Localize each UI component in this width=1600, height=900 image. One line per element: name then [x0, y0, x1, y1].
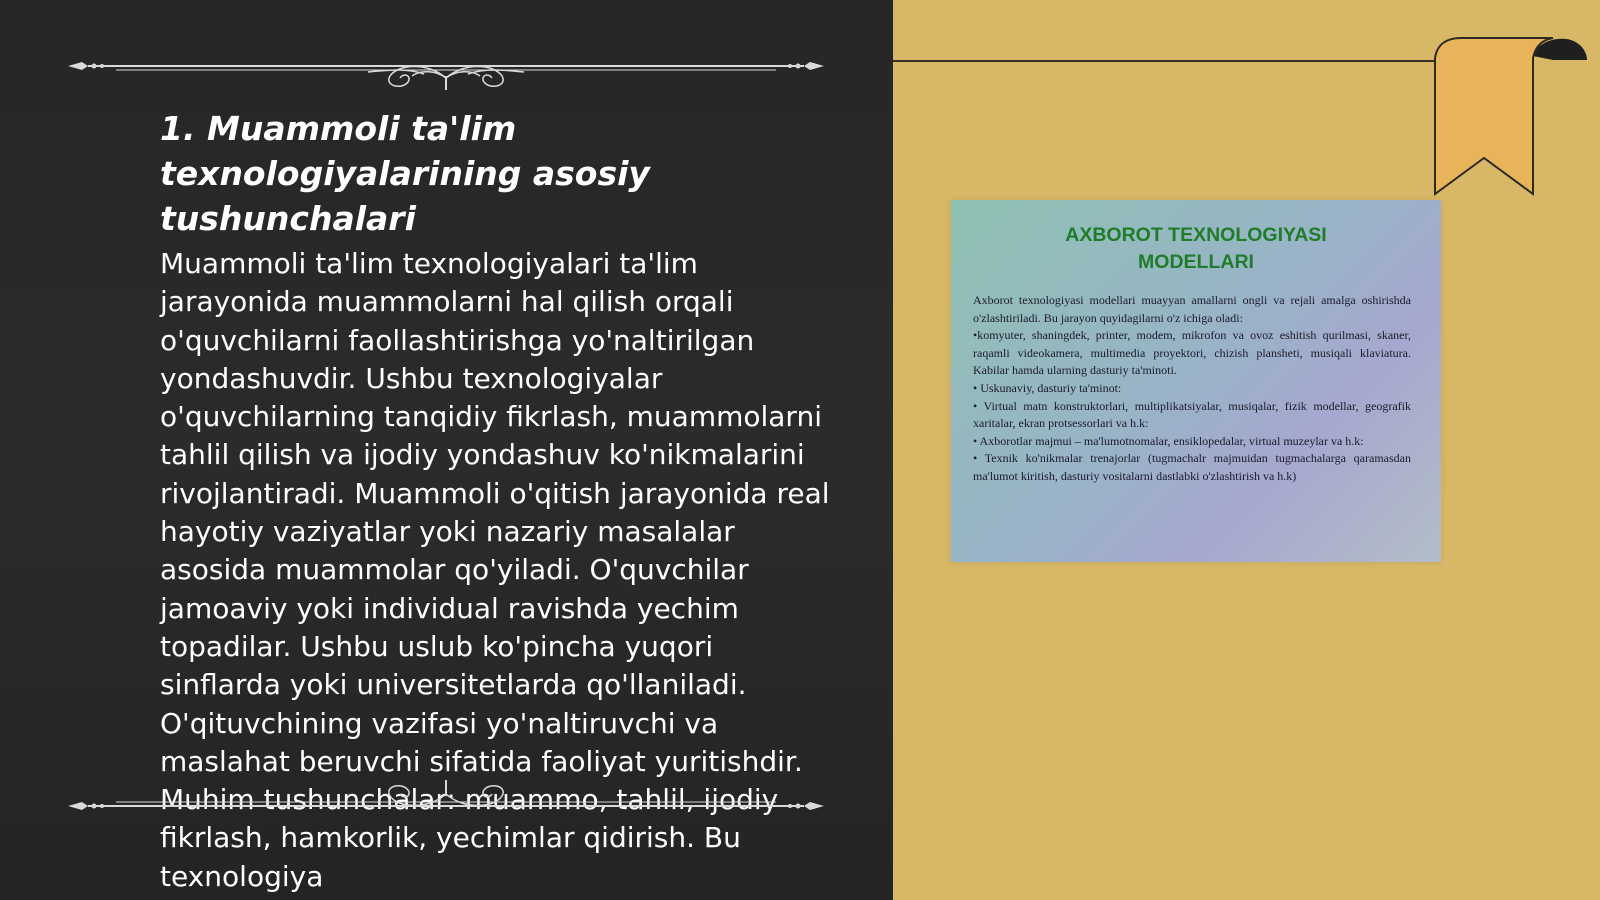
- info-card-image: [951, 200, 1441, 562]
- card-paragraph: • Uskunaviy, dasturiy ta'minot:: [973, 380, 1122, 395]
- right-panel: [893, 0, 1600, 900]
- card-paragraph: Axborot texnologiyasi modellari muayyan amallarni ongli va rejali amalga oshirishda o'zlashtiriladi. Bu jarayon quyidagilarni o'z ichiga oladi:: [973, 293, 1411, 325]
- card-title: [951, 222, 1441, 276]
- slide-title: 1. Muammoli ta'lim texnologiyalarining asosiy tushunchalari: [160, 109, 650, 238]
- card-paragraph: • Axborotlar majmui – ma'lumotnomalar, ensiklopedalar, virtual muzeylar va h.k:: [973, 433, 1364, 448]
- card-body: [973, 292, 1411, 486]
- card-title-line-2: MODELLARI: [1138, 251, 1254, 273]
- card-paragraph: • Virtual matn konstruktorlari, multiplikatsiyalar, musiqalar, fizik modellar, geografik xaritalar, ekran protsessorlari va h.k:: [973, 398, 1411, 431]
- card-paragraph: •komyuter, shaningdek, printer, modem, mikrofon va ovoz eshitish qurilmasi, skaner, raqamli videokamera, multimedia proyektori, chizish planshеti, musiqali klaviatura. Kabilar hamda ularning dasturiy ta'minoti.: [973, 328, 1411, 378]
- slide-body-text: Muammoli ta'lim texnologiyalari ta'lim jarayonida muammolarni hal qilish orqali o'quvchilarni faollashtirishga yo'naltirilgan yondashuvdir. Ushbu texnologiyalar o'quvchilarning tanqidiy fikrlash, muammolarni tahlil qilish va ijodiy yondashuv ko'nikmalarini rivojlantiradi. Muammoli o'qitish jarayonida real hayotiy vaziyatlar yoki nazariy masalalar asosida muammolar qo'yiladi. O'quvchilar jamoaviy yoki individual ravishda yechim topadilar. Ushbu uslub ko'pincha yuqori sinflarda yoki universitetlarda qo'llaniladi. O'qituvchining vazifasi yo'naltiruvchi va maslahat beruvchi sifatida faoliyat yuritishdir. Muhim tushunchalar: muammo, tahlil, ijodiy fikrlash, hamkorlik, yechimlar qidirish. Bu texnologiya: [160, 247, 830, 893]
- ornament-divider-top: [68, 40, 824, 90]
- bookmark-ribbon-icon: [1433, 34, 1588, 199]
- top-rule-line: [893, 60, 1438, 62]
- ornament-divider-bottom: [68, 780, 824, 830]
- card-title-line-1: AXBOROT TEXNOLOGIYASI: [1065, 224, 1327, 246]
- card-paragraph: • Texnik ko'nikmalar trenajorlar (tugmachalr majmuidan tugmachalarga qaramasdan ma'lumot kiritish, dasturiy vositalarni dastlabki o'zlashtirish va h.k): [973, 451, 1411, 483]
